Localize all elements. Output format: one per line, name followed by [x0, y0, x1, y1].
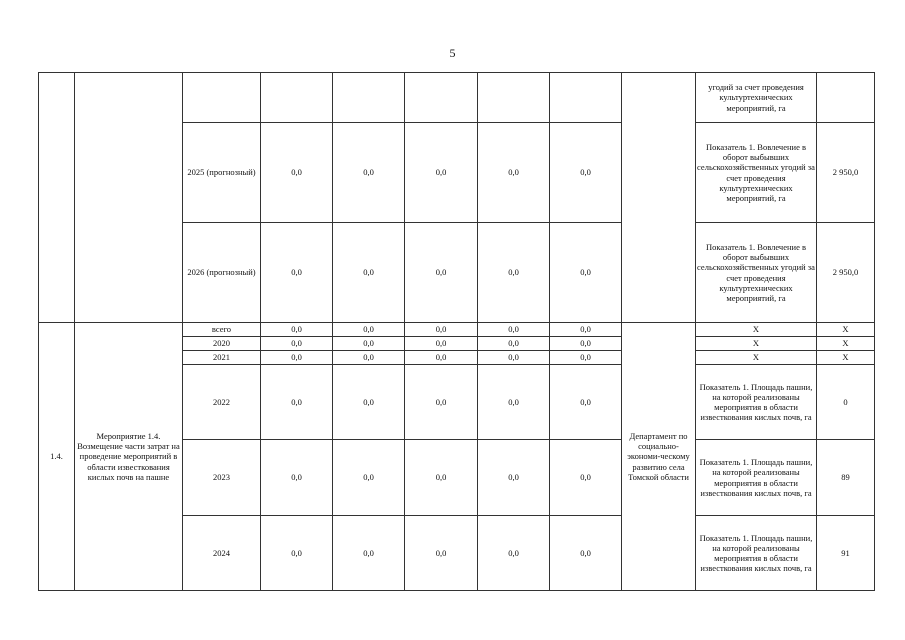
value-cell: 0,0	[405, 223, 478, 323]
value-cell: 0,0	[333, 516, 405, 591]
indicator-cell: Показатель 1. Вовлечение в оборот выбывших сельскохозяйственных угодий за счет проведения культуртехнических мероприятий, га	[696, 123, 817, 223]
value-cell: 0,0	[333, 365, 405, 440]
indicator-cell: Х	[696, 351, 817, 365]
year-cell: 2023	[183, 440, 261, 516]
indicator-cell: угодий за счет проведения культуртехнических мероприятий, га	[696, 73, 817, 123]
value-cell: 0,0	[405, 516, 478, 591]
value-cell	[261, 73, 333, 123]
year-cell: 2024	[183, 516, 261, 591]
target-cell: 89	[817, 440, 875, 516]
value-cell: 0,0	[333, 223, 405, 323]
table-row	[39, 323, 875, 337]
value-cell: 0,0	[478, 223, 550, 323]
value-cell: 0,0	[550, 365, 622, 440]
value-cell: 0,0	[478, 440, 550, 516]
year-cell: всего	[183, 323, 261, 337]
value-cell: 0,0	[478, 323, 550, 337]
year-cell: 2026 (прогнозный)	[183, 223, 261, 323]
indicator-cell: Х	[696, 323, 817, 337]
value-cell: 0,0	[261, 365, 333, 440]
value-cell: 0,0	[261, 123, 333, 223]
target-cell: 2 950,0	[817, 123, 875, 223]
indicator-cell: Показатель 1. Площадь пашни, на которой реализованы мероприятия в области известкования кислых почв, га	[696, 365, 817, 440]
target-cell: Х	[817, 351, 875, 365]
target-cell: 2 950,0	[817, 223, 875, 323]
value-cell: 0,0	[333, 337, 405, 351]
table-row	[39, 73, 875, 123]
target-cell	[817, 73, 875, 123]
value-cell: 0,0	[550, 351, 622, 365]
value-cell: 0,0	[478, 123, 550, 223]
value-cell: 0,0	[405, 365, 478, 440]
value-cell: 0,0	[261, 440, 333, 516]
year-cell: 2021	[183, 351, 261, 365]
value-cell: 0,0	[550, 337, 622, 351]
value-cell: 0,0	[405, 351, 478, 365]
value-cell: 0,0	[405, 323, 478, 337]
target-cell: Х	[817, 337, 875, 351]
program-table	[38, 72, 875, 591]
value-cell: 0,0	[550, 323, 622, 337]
indicator-cell: Х	[696, 337, 817, 351]
value-cell: 0,0	[550, 516, 622, 591]
value-cell: 0,0	[333, 351, 405, 365]
value-cell: 0,0	[261, 223, 333, 323]
value-cell: 0,0	[261, 323, 333, 337]
value-cell: 0,0	[261, 337, 333, 351]
year-cell: 2020	[183, 337, 261, 351]
measure-index: 1.4.	[39, 323, 75, 591]
value-cell: 0,0	[550, 223, 622, 323]
value-cell: 0,0	[550, 123, 622, 223]
value-cell: 0,0	[261, 351, 333, 365]
target-cell: 91	[817, 516, 875, 591]
year-cell: 2025 (прогнозный)	[183, 123, 261, 223]
value-cell	[550, 73, 622, 123]
indicator-cell: Показатель 1. Площадь пашни, на которой реализованы мероприятия в области известкования кислых почв, га	[696, 440, 817, 516]
value-cell: 0,0	[333, 123, 405, 223]
year-cell	[183, 73, 261, 123]
value-cell: 0,0	[405, 123, 478, 223]
target-cell: Х	[817, 323, 875, 337]
value-cell: 0,0	[333, 440, 405, 516]
indicator-cell: Показатель 1. Вовлечение в оборот выбывших сельскохозяйственных угодий за счет проведения культуртехнических мероприятий, га	[696, 223, 817, 323]
indicator-cell: Показатель 1. Площадь пашни, на которой реализованы мероприятия в области известкования кислых почв, га	[696, 516, 817, 591]
value-cell	[478, 73, 550, 123]
value-cell: 0,0	[405, 440, 478, 516]
target-cell: 0	[817, 365, 875, 440]
value-cell: 0,0	[478, 337, 550, 351]
page-number: 5	[449, 46, 456, 60]
value-cell: 0,0	[261, 516, 333, 591]
value-cell: 0,0	[550, 440, 622, 516]
value-cell: 0,0	[405, 337, 478, 351]
value-cell: 0,0	[478, 365, 550, 440]
value-cell	[405, 73, 478, 123]
measure-name: Мероприятие 1.4. Возмещение части затрат на проведение мероприятий в области известкования кислых почв на пашне	[75, 323, 183, 591]
year-cell: 2022	[183, 365, 261, 440]
department-cell: Департамент по социально-экономи-ческому развитию села Томской области	[622, 323, 696, 591]
value-cell: 0,0	[333, 323, 405, 337]
value-cell: 0,0	[478, 516, 550, 591]
value-cell: 0,0	[478, 351, 550, 365]
value-cell	[333, 73, 405, 123]
